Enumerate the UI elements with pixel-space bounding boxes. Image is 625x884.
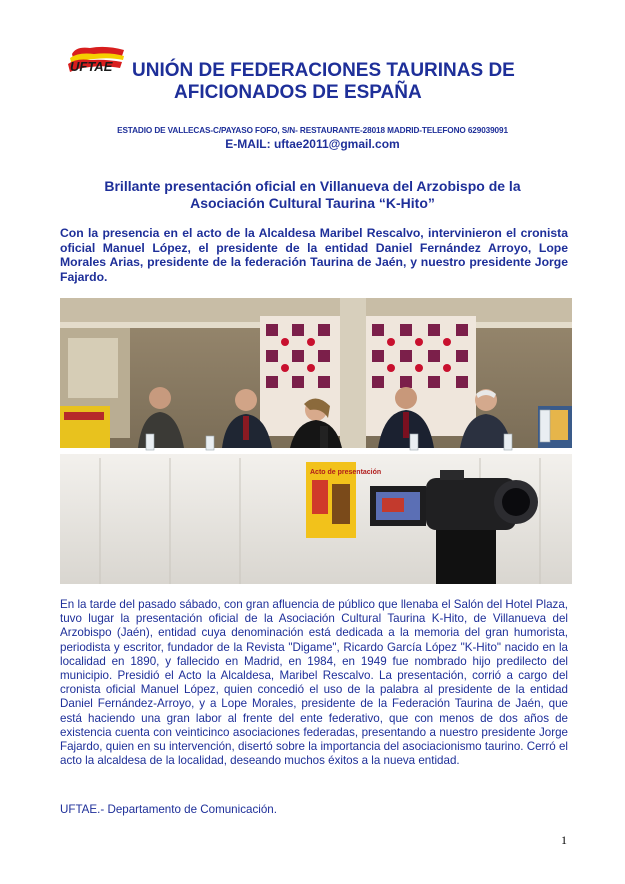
- headline-line-2: Asociación Cultural Taurina “K-Hito”: [190, 195, 435, 211]
- sponsor-backdrop: [260, 316, 476, 436]
- page-number: 1: [561, 833, 567, 847]
- article-headline: [60, 178, 565, 212]
- article-body: En la tarde del pasado sábado, con gran afluencia de público que llenaba el Salón del Hotel Plaza, tuvo lugar la presentación oficial de la Asociación Cultural Taurina K-Hito, de Villanueva del Arzobispo (Jaén), entidad cuya denominación está dedicada a la memoria del gran humorista, periodista y escritor, fundador de la Revista "Digame", Ricardo García López "K-Hito" nacido en la localidad en 1890, y fallecido en Madrid, en 1984, en 1949 fue nombrado hijo predilecto del municipio. Presidió el Acto la Alcaldesa, Maribel Rescalvo. La presentación, corrió a cargo del cronista oficial Manuel López, quien concedió el uso de la palabra al presidente de la entidad Daniel Fernández-Arroyo, y a Lope Morales, presidente de la Federación Taurina de Jaén, que está haciendo una gran labor al frente del ente federativo, que con menos de dos años de existencia cuenta con veinticinco asociaciones federadas, presentando a nuestro presidente Jorge Fajardo, quien en su intervención, disertó sobre la importancia del asociacionismo taurino. Cerró el acto la alcaldesa de la localidad, deseando muchos éxitos a la nueva entidad.: [60, 598, 568, 768]
- logo-text: UFTAE: [70, 59, 113, 74]
- organization-title: [132, 60, 572, 104]
- event-photo: [60, 298, 572, 584]
- article-lead: Con la presencia en el acto de la Alcaldesa Maribel Rescalvo, intervinieron el cronista oficial Manuel López, el presidente de la entidad Daniel Fernández Arroyo, Lope Morales Arias, presidente de la federación Taurina de Jaén, y nuestro presidente Jorge Fajardo.: [60, 226, 568, 284]
- title-line-1: UNIÓN DE FEDERACIONES TAURINAS DE: [132, 60, 515, 81]
- headline-line-1: Brillante presentación oficial en Villanueva del Arzobispo de la: [104, 178, 521, 194]
- title-line-2: AFICIONADOS DE ESPAÑA: [174, 82, 422, 103]
- email-line: E-MAIL: uftae2011@gmail.com: [225, 137, 400, 151]
- uftae-logo: [66, 44, 128, 74]
- address-line: ESTADIO DE VALLECAS-C/PAYASO FOFO, S/N- RESTAURANTE-28018 MADRID-TELEFONO 629039091: [117, 126, 508, 135]
- poster-title: Acto de presentación: [310, 469, 382, 476]
- article-signature: UFTAE.- Departamento de Comunicación.: [60, 803, 277, 816]
